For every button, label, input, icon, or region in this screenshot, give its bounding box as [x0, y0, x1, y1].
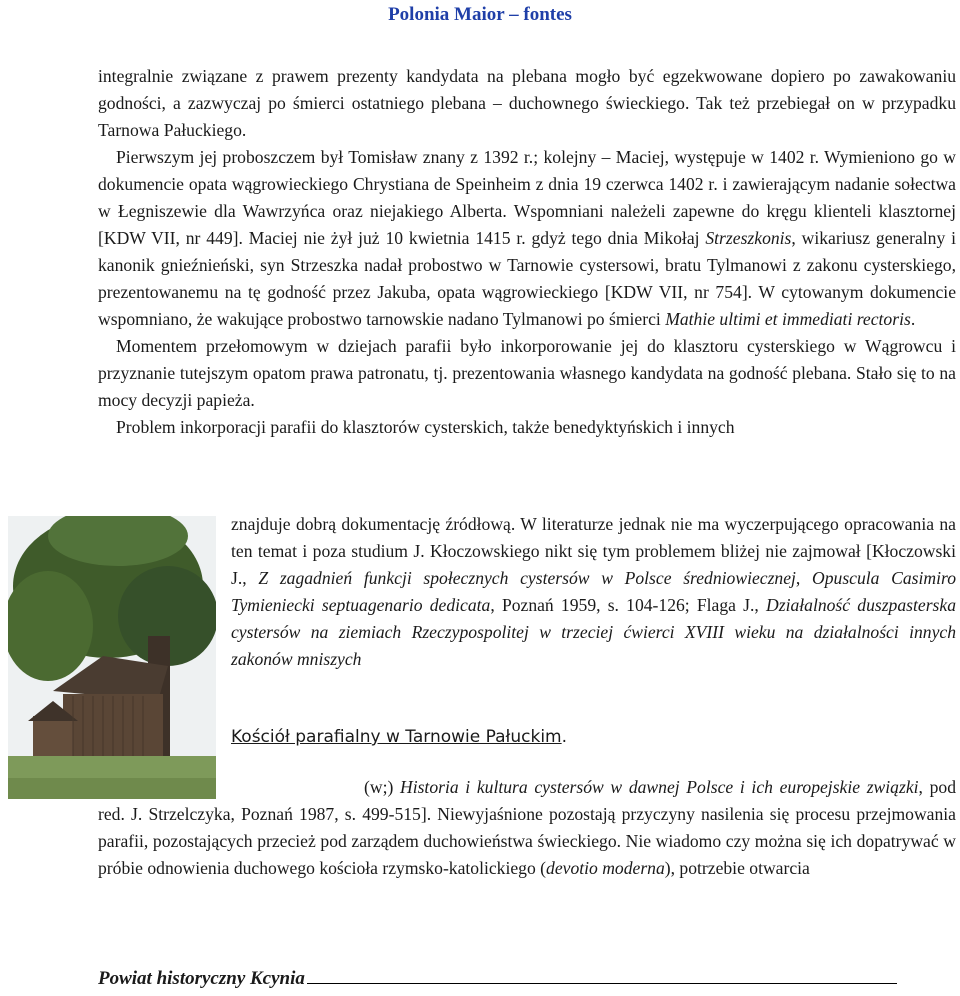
paragraph-1-text: integralnie związane z prawem prezenty kandydata na plebana mogło być egzekwowane dopiero po zawakowaniu godności, a zazwyczaj po śmierci ostatniego plebana – duchownego świeckiego. Tak też przebiegał on w przypadku Tarnowa Pałuckiego. [98, 66, 956, 140]
page-header-title: Polonia Maior – fontes [388, 4, 572, 25]
italic-title-2: Opuscula Casimiro Tymieniecki septuagenario dedicata [231, 568, 956, 615]
photo-caption: Kościół parafialny w Tarnowie Pałuckim. [231, 727, 568, 747]
caption-text: Kościół parafialny w Tarnowie Pałuckim [231, 727, 562, 747]
church-photo [8, 516, 216, 799]
italic-title-1: Z zagadnień funkcji społecznych cystersów w Polsce średniowiecznej [258, 568, 796, 588]
paragraph-5: (w;) Historia i kultura cystersów w dawnej Polsce i ich europejskie związki, pod red. J. Strzelczyka, Poznań 1987, s. 499-515]. Niewyjaśnione pozostają przyczyny nasilenia się procesu przejmowania parafii, pozostających przecież pod zarządem duchowieństwa świeckiego. Nie wiadomo czy można się ich dopatrywać w próbie odnowienia duchowego kościoła rzymsko-katolickiego (devotio moderna), potrzebie otwarcia [98, 777, 956, 878]
paragraph-3: Momentem przełomowym w dziejach parafii było inkorporowanie jej do klasztoru cysterskiego w Wągrowcu i przyznanie tutejszym opatom prawa patronatu, tj. prezentowania własnego kandydata na godność plebana. Stało się to na mocy decyzji papieża. [98, 336, 956, 410]
church-photo-illustration [8, 516, 216, 799]
footer-rule [307, 967, 897, 984]
paragraph-4-wrapped: znajduje dobrą dokumentację źródłową. W literaturze jednak nie ma wyczerpującego opracowania na ten temat i poza studium J. Kłoczowskiego nikt się tym problemem bliżej nie zajmował [Kłoczowski J., Z zagadnień funkcji społecznych cystersów w Polsce średniowiecznej, Opuscula Casimiro Tymieniecki septuagenario dedicata, Poznań 1959, s. 104-126; Flaga J., Działalność duszpasterska cystersów na ziemiach Rzeczypospolitej w trzeciej ćwierci XVIII wieku na działalności innych zakonów mniszych [231, 514, 956, 669]
paragraph-5-first-line [98, 777, 231, 797]
page-footer [98, 967, 938, 990]
footer-text: Powiat historyczny Kcynia [98, 968, 305, 989]
italic-title-4: Historia i kultura cystersów w dawnej Polsce i ich europejskie związki [399, 777, 919, 797]
italic-name: Strzeszkonis [705, 228, 792, 248]
italic-title-3: Działalność duszpasterska cystersów na ziemiach Rzeczypospolitej w trzeciej ćwierci XVIII wieku na działalności innych zakonów mniszych [231, 595, 956, 669]
paragraph-1 [98, 63, 956, 441]
italic-quote: Mathie ultimi et immediati rectoris [665, 309, 911, 329]
italic-term: devotio moderna [546, 858, 665, 878]
paragraph-2: Pierwszym jej proboszczem był Tomisław znany z 1392 r.; kolejny – Maciej, występuje w 1402 r. Wymieniono go w dokumencie opata wągrowieckiego Chrystiana de Speinheim z dnia 19 czerwca 1402 r. i zawierającym nadanie sołectwa w Łegniszewie dla Wawrzyńca oraz niejakiego Alberta. Wspomniani należeli zapewne do kręgu klienteli klasztornej [KDW VII, nr 449]. Maciej nie żył już 10 kwietnia 1415 r. gdyż tego dnia Mikołaj Strzeszkonis, wikariusz generalny i kanonik gnieźnieński, syn Strzeszka nadał probostwo w Tarnowie cystersowi, bratu Tylmanowi z zakonu cysterskiego, prezentowanemu na tę godność przez Jakuba, opata wągrowieckiego [KDW VII, nr 754]. W cytowanym dokumencie wspomniano, że wakujące probostwo tarnowskie nadano Tylmanowi po śmierci Mathie ultimi et immediati rectoris. [98, 147, 956, 329]
paragraph-4-first-line: Problem inkorporacji parafii do klasztorów cysterskich, także benedyktyńskich i innych [116, 417, 735, 437]
